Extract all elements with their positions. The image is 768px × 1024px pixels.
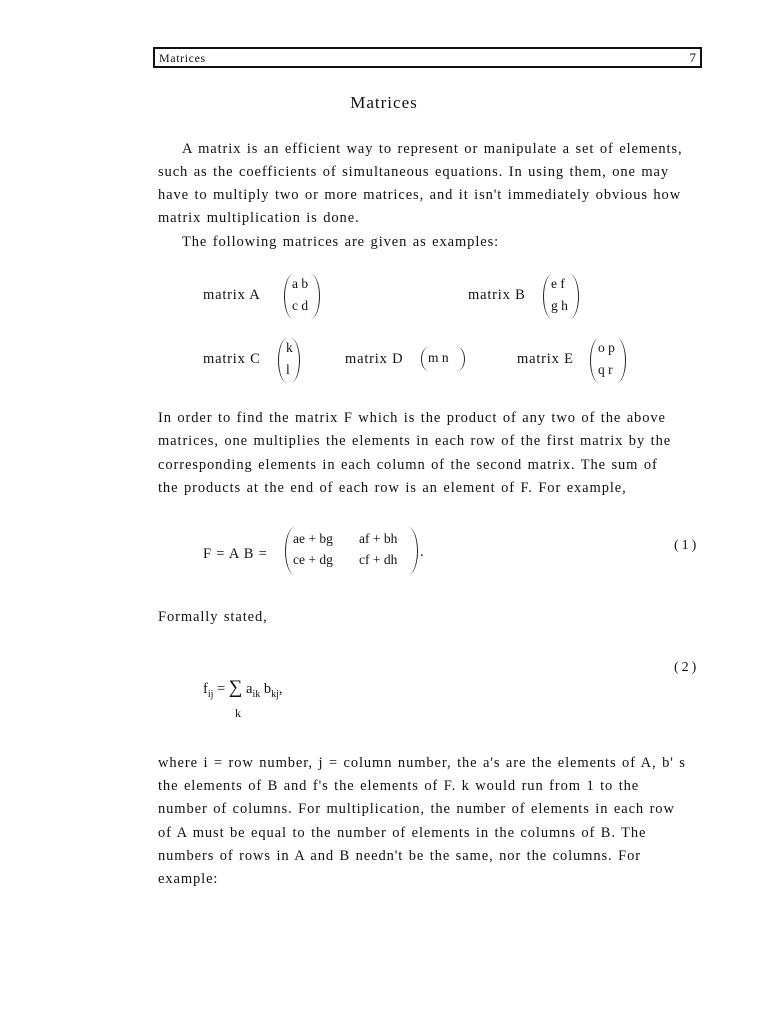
matrix-e-label: matrix E xyxy=(517,351,574,367)
matrix-b-row1: e f xyxy=(551,276,565,291)
equation-1-period: . xyxy=(420,544,425,560)
matrix-b-row2: g h xyxy=(551,298,568,313)
equation-2 xyxy=(203,677,283,699)
matrix-c-row1: k xyxy=(286,340,293,355)
matrix-a xyxy=(284,274,320,319)
intro-line: A matrix is an efficient way to represent or manipulate a set of elements, xyxy=(182,141,683,157)
equation-1-r1c2: af + bh xyxy=(359,531,398,546)
matrix-c-label: matrix C xyxy=(203,351,261,367)
intro-line: The following matrices are given as examples: xyxy=(182,234,500,250)
closing-line: example: xyxy=(158,871,219,887)
page-number: 7 xyxy=(689,50,696,65)
product-line: corresponding elements in each column of the second matrix. The sum of xyxy=(158,457,658,473)
summation-index: k xyxy=(235,706,241,720)
section-title: Matrices xyxy=(350,93,418,112)
closing-line: number of columns. For multiplication, the number of elements in each row xyxy=(158,801,675,817)
matrix-d xyxy=(421,347,465,371)
matrix-b xyxy=(543,274,579,319)
equation-2-lhs: f xyxy=(203,681,208,697)
equation-2-number: (2) xyxy=(674,660,700,675)
matrix-b-label: matrix B xyxy=(468,287,526,303)
equation-2-equals: = xyxy=(217,681,226,697)
matrix-a-label: matrix A xyxy=(203,287,261,303)
equation-2-lhs-subscript: ij xyxy=(207,689,214,700)
equation-1-matrix xyxy=(285,527,418,575)
formally-stated-line: Formally stated, xyxy=(158,609,268,625)
closing-line: numbers of rows in A and B needn't be the same, nor the columns. For xyxy=(158,848,641,864)
intro-line: have to multiply two or more matrices, and it isn't immediately obvious how xyxy=(158,187,682,203)
header-title: Matrices xyxy=(159,51,206,65)
matrix-e xyxy=(590,338,626,383)
equation-2-comma: , xyxy=(278,681,283,697)
equation-1-r1c1: ae + bg xyxy=(293,531,333,546)
intro-line: such as the coefficients of simultaneous equations. In using them, one may xyxy=(158,164,670,180)
product-line: matrices, one multiplies the elements in each row of the first matrix by the xyxy=(158,433,672,449)
equation-1-number: (1) xyxy=(674,538,700,553)
matrix-a-row2: c d xyxy=(292,298,309,313)
equation-1-r2c2: cf + dh xyxy=(359,552,398,567)
summation-symbol: ∑ xyxy=(228,677,243,698)
intro-line: matrix multiplication is done. xyxy=(158,210,360,226)
matrix-d-row1: m n xyxy=(428,350,449,365)
closing-line: where i = row number, j = column number, the a's are the elements of A, b' s xyxy=(158,755,686,771)
equation-2-a-subscript: ik xyxy=(252,689,261,700)
equation-2-a: a xyxy=(246,681,253,697)
matrix-a-row1: a b xyxy=(292,276,309,291)
product-line: In order to find the matrix F which is the product of any two of the above xyxy=(158,410,666,426)
matrix-e-row1: o p xyxy=(598,340,615,355)
matrix-d-label: matrix D xyxy=(345,351,404,367)
matrix-c xyxy=(278,338,300,383)
product-line: the products at the end of each row is an element of F. For example, xyxy=(158,480,627,496)
matrix-c-row2: l xyxy=(286,362,290,377)
equation-2-b: b xyxy=(263,681,272,697)
closing-line: the elements of B and f's the elements of F. k would run from 1 to the xyxy=(158,778,640,794)
equation-2-b-subscript: kj xyxy=(271,689,279,700)
equation-1-lhs: F = A B = xyxy=(203,546,268,562)
matrix-e-row2: q r xyxy=(598,362,613,377)
equation-1-r2c1: ce + dg xyxy=(293,552,333,567)
running-header xyxy=(153,47,702,68)
closing-line: of A must be equal to the number of elements in the columns of B. The xyxy=(158,825,647,841)
